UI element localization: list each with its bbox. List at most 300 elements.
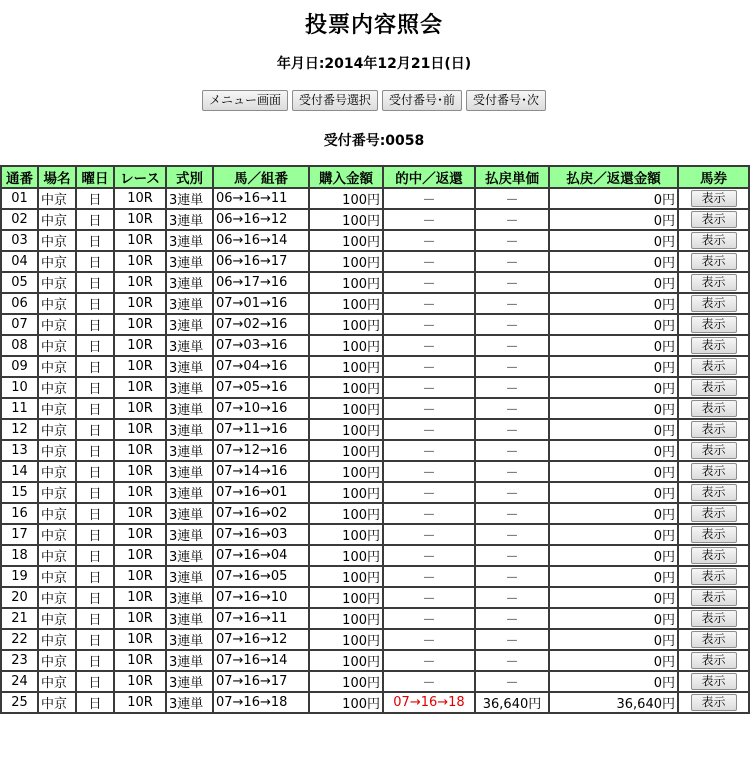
cell-combination: 07→04→16	[213, 356, 309, 377]
cell-purchase-amount: 100円	[309, 482, 383, 503]
cell-bet-type: 3連単	[166, 419, 213, 440]
cell-serial: 02	[1, 209, 38, 230]
table-row	[1, 230, 749, 251]
cell-payout-unit: －	[475, 629, 549, 650]
cell-payout-amount: 0円	[549, 461, 678, 482]
show-ticket-button[interactable]: 表示	[691, 316, 737, 333]
cell-payout-amount: 0円	[549, 377, 678, 398]
show-ticket-button[interactable]: 表示	[691, 400, 737, 417]
header-ticket: 馬券	[678, 166, 749, 188]
cell-purchase-amount: 100円	[309, 398, 383, 419]
table-row	[1, 293, 749, 314]
table-row	[1, 335, 749, 356]
cell-weekday: 日	[76, 188, 114, 209]
table-row	[1, 524, 749, 545]
cell-hit-refund: －	[383, 629, 475, 650]
show-ticket-button[interactable]: 表示	[691, 610, 737, 627]
cell-combination: 07→16→01	[213, 482, 309, 503]
cell-race: 10R	[114, 335, 166, 356]
show-ticket-button[interactable]: 表示	[691, 337, 737, 354]
cell-combination: 07→02→16	[213, 314, 309, 335]
cell-bet-type: 3連単	[166, 272, 213, 293]
cell-race: 10R	[114, 692, 166, 713]
cell-hit-refund: －	[383, 671, 475, 692]
show-ticket-button[interactable]: 表示	[691, 568, 737, 585]
ticket-table	[0, 165, 750, 714]
cell-payout-amount: 0円	[549, 503, 678, 524]
header-payout-amount: 払戻／返還金額	[549, 166, 678, 188]
cell-serial: 25	[1, 692, 38, 713]
cell-purchase-amount: 100円	[309, 377, 383, 398]
cell-venue: 中京	[38, 629, 76, 650]
header-payout-unit: 払戻単価	[475, 166, 549, 188]
cell-payout-amount: 0円	[549, 209, 678, 230]
cell-combination: 07→16→18	[213, 692, 309, 713]
cell-purchase-amount: 100円	[309, 419, 383, 440]
table-row	[1, 440, 749, 461]
cell-combination: 07→16→17	[213, 671, 309, 692]
cell-weekday: 日	[76, 524, 114, 545]
cell-purchase-amount: 100円	[309, 356, 383, 377]
show-ticket-button[interactable]: 表示	[691, 295, 737, 312]
header-combination: 馬／組番	[213, 166, 309, 188]
show-ticket-button[interactable]: 表示	[691, 442, 737, 459]
table-row	[1, 356, 749, 377]
cell-weekday: 日	[76, 314, 114, 335]
cell-ticket	[678, 545, 749, 566]
cell-payout-amount: 0円	[549, 671, 678, 692]
cell-purchase-amount: 100円	[309, 440, 383, 461]
cell-payout-unit: －	[475, 608, 549, 629]
cell-purchase-amount: 100円	[309, 272, 383, 293]
cell-ticket	[678, 671, 749, 692]
cell-ticket	[678, 419, 749, 440]
cell-hit-refund: －	[383, 587, 475, 608]
table-row	[1, 461, 749, 482]
cell-combination: 06→17→16	[213, 272, 309, 293]
cell-ticket	[678, 566, 749, 587]
cell-race: 10R	[114, 440, 166, 461]
cell-purchase-amount: 100円	[309, 461, 383, 482]
table-row	[1, 398, 749, 419]
cell-payout-unit: －	[475, 272, 549, 293]
cell-serial: 09	[1, 356, 38, 377]
table-row	[1, 209, 749, 230]
cell-payout-amount: 36,640円	[549, 692, 678, 713]
show-ticket-button[interactable]: 表示	[691, 631, 737, 648]
table-row	[1, 419, 749, 440]
cell-ticket	[678, 398, 749, 419]
cell-weekday: 日	[76, 671, 114, 692]
cell-bet-type: 3連単	[166, 566, 213, 587]
cell-bet-type: 3連単	[166, 230, 213, 251]
cell-race: 10R	[114, 209, 166, 230]
cell-payout-amount: 0円	[549, 419, 678, 440]
table-row	[1, 251, 749, 272]
cell-weekday: 日	[76, 251, 114, 272]
cell-hit-refund: －	[383, 335, 475, 356]
header-weekday: 曜日	[76, 166, 114, 188]
cell-combination: 07→16→12	[213, 629, 309, 650]
cell-hit-refund: －	[383, 503, 475, 524]
receipt-prev-button[interactable]: 受付番号･前	[382, 90, 462, 111]
cell-bet-type: 3連単	[166, 335, 213, 356]
table-row	[1, 587, 749, 608]
cell-ticket	[678, 188, 749, 209]
cell-bet-type: 3連単	[166, 587, 213, 608]
cell-weekday: 日	[76, 377, 114, 398]
cell-venue: 中京	[38, 440, 76, 461]
show-ticket-button[interactable]: 表示	[691, 484, 737, 501]
cell-serial: 22	[1, 629, 38, 650]
date-line: 年月日:2014年12月21日(日)	[276, 56, 472, 72]
cell-race: 10R	[114, 461, 166, 482]
cell-ticket	[678, 608, 749, 629]
cell-combination: 07→11→16	[213, 419, 309, 440]
cell-payout-unit: －	[475, 293, 549, 314]
show-ticket-button[interactable]: 表示	[691, 652, 737, 669]
cell-purchase-amount: 100円	[309, 629, 383, 650]
cell-ticket	[678, 503, 749, 524]
table-row	[1, 503, 749, 524]
cell-race: 10R	[114, 545, 166, 566]
cell-purchase-amount: 100円	[309, 503, 383, 524]
show-ticket-button[interactable]: 表示	[691, 421, 737, 438]
cell-weekday: 日	[76, 230, 114, 251]
cell-venue: 中京	[38, 251, 76, 272]
table-header-row	[1, 166, 749, 188]
header-purchase-amount: 購入金額	[309, 166, 383, 188]
show-ticket-button[interactable]: 表示	[691, 379, 737, 396]
cell-payout-unit: －	[475, 524, 549, 545]
cell-payout-unit: －	[475, 230, 549, 251]
cell-race: 10R	[114, 650, 166, 671]
table-row	[1, 272, 749, 293]
cell-payout-unit: －	[475, 209, 549, 230]
show-ticket-button[interactable]: 表示	[691, 694, 737, 711]
cell-combination: 07→14→16	[213, 461, 309, 482]
cell-bet-type: 3連単	[166, 251, 213, 272]
show-ticket-button[interactable]: 表示	[691, 673, 737, 690]
cell-hit-refund: －	[383, 209, 475, 230]
show-ticket-button[interactable]: 表示	[691, 589, 737, 606]
menu-screen-button[interactable]: メニュー画面	[202, 90, 288, 111]
cell-serial: 21	[1, 608, 38, 629]
cell-race: 10R	[114, 587, 166, 608]
cell-combination: 07→12→16	[213, 440, 309, 461]
cell-race: 10R	[114, 293, 166, 314]
cell-race: 10R	[114, 671, 166, 692]
cell-payout-amount: 0円	[549, 524, 678, 545]
cell-bet-type: 3連単	[166, 356, 213, 377]
cell-combination: 07→03→16	[213, 335, 309, 356]
cell-hit-refund: －	[383, 419, 475, 440]
cell-hit-refund: －	[383, 251, 475, 272]
cell-serial: 16	[1, 503, 38, 524]
cell-serial: 01	[1, 188, 38, 209]
cell-bet-type: 3連単	[166, 692, 213, 713]
cell-payout-unit: －	[475, 356, 549, 377]
cell-purchase-amount: 100円	[309, 587, 383, 608]
table-row	[1, 629, 749, 650]
cell-serial: 11	[1, 398, 38, 419]
cell-venue: 中京	[38, 650, 76, 671]
cell-weekday: 日	[76, 272, 114, 293]
cell-venue: 中京	[38, 314, 76, 335]
cell-venue: 中京	[38, 608, 76, 629]
cell-serial: 24	[1, 671, 38, 692]
header-venue: 場名	[38, 166, 76, 188]
cell-purchase-amount: 100円	[309, 314, 383, 335]
cell-payout-amount: 0円	[549, 272, 678, 293]
cell-hit-refund: －	[383, 650, 475, 671]
show-ticket-button[interactable]: 表示	[691, 211, 737, 228]
cell-ticket	[678, 461, 749, 482]
cell-payout-unit: －	[475, 503, 549, 524]
cell-serial: 15	[1, 482, 38, 503]
cell-bet-type: 3連単	[166, 545, 213, 566]
cell-race: 10R	[114, 251, 166, 272]
cell-hit-refund: －	[383, 272, 475, 293]
cell-hit-refund: －	[383, 566, 475, 587]
cell-payout-amount: 0円	[549, 650, 678, 671]
cell-payout-amount: 0円	[549, 608, 678, 629]
cell-serial: 13	[1, 440, 38, 461]
show-ticket-button[interactable]: 表示	[691, 547, 737, 564]
table-row	[1, 188, 749, 209]
cell-purchase-amount: 100円	[309, 566, 383, 587]
cell-venue: 中京	[38, 230, 76, 251]
cell-combination: 07→16→02	[213, 503, 309, 524]
show-ticket-button[interactable]: 表示	[691, 274, 737, 291]
cell-weekday: 日	[76, 356, 114, 377]
cell-hit-refund: －	[383, 440, 475, 461]
cell-ticket	[678, 230, 749, 251]
header-hit-refund: 的中／返還	[383, 166, 475, 188]
cell-payout-unit: －	[475, 188, 549, 209]
cell-payout-amount: 0円	[549, 230, 678, 251]
cell-purchase-amount: 100円	[309, 671, 383, 692]
cell-combination: 07→05→16	[213, 377, 309, 398]
cell-ticket	[678, 272, 749, 293]
cell-ticket	[678, 587, 749, 608]
cell-purchase-amount: 100円	[309, 692, 383, 713]
cell-venue: 中京	[38, 692, 76, 713]
cell-weekday: 日	[76, 650, 114, 671]
cell-combination: 07→01→16	[213, 293, 309, 314]
cell-combination: 07→16→04	[213, 545, 309, 566]
cell-purchase-amount: 100円	[309, 524, 383, 545]
cell-venue: 中京	[38, 272, 76, 293]
table-row	[1, 377, 749, 398]
cell-purchase-amount: 100円	[309, 251, 383, 272]
cell-payout-unit: －	[475, 251, 549, 272]
cell-venue: 中京	[38, 335, 76, 356]
cell-payout-amount: 0円	[549, 398, 678, 419]
cell-venue: 中京	[38, 545, 76, 566]
table-row	[1, 671, 749, 692]
page-title: 投票内容照会	[304, 13, 443, 38]
cell-weekday: 日	[76, 608, 114, 629]
cell-payout-unit: －	[475, 377, 549, 398]
cell-bet-type: 3連単	[166, 314, 213, 335]
cell-combination: 07→16→05	[213, 566, 309, 587]
cell-payout-amount: 0円	[549, 188, 678, 209]
cell-weekday: 日	[76, 440, 114, 461]
cell-race: 10R	[114, 503, 166, 524]
cell-race: 10R	[114, 230, 166, 251]
table-row	[1, 314, 749, 335]
header-serial: 通番	[1, 166, 38, 188]
cell-payout-amount: 0円	[549, 251, 678, 272]
cell-race: 10R	[114, 356, 166, 377]
cell-payout-unit: －	[475, 335, 549, 356]
cell-serial: 19	[1, 566, 38, 587]
cell-venue: 中京	[38, 461, 76, 482]
cell-combination: 06→16→11	[213, 188, 309, 209]
cell-hit-refund: －	[383, 230, 475, 251]
cell-ticket	[678, 293, 749, 314]
cell-bet-type: 3連単	[166, 293, 213, 314]
cell-weekday: 日	[76, 545, 114, 566]
cell-payout-amount: 0円	[549, 314, 678, 335]
cell-venue: 中京	[38, 188, 76, 209]
table-row	[1, 482, 749, 503]
show-ticket-button[interactable]: 表示	[691, 526, 737, 543]
cell-race: 10R	[114, 377, 166, 398]
cell-bet-type: 3連単	[166, 209, 213, 230]
cell-hit-refund: －	[383, 314, 475, 335]
cell-serial: 10	[1, 377, 38, 398]
cell-purchase-amount: 100円	[309, 335, 383, 356]
cell-hit-refund: －	[383, 377, 475, 398]
cell-weekday: 日	[76, 461, 114, 482]
cell-hit-refund: －	[383, 188, 475, 209]
cell-payout-unit: －	[475, 398, 549, 419]
cell-ticket	[678, 377, 749, 398]
cell-ticket	[678, 356, 749, 377]
cell-weekday: 日	[76, 503, 114, 524]
cell-payout-unit: －	[475, 419, 549, 440]
cell-venue: 中京	[38, 566, 76, 587]
cell-bet-type: 3連単	[166, 482, 213, 503]
cell-bet-type: 3連単	[166, 503, 213, 524]
cell-ticket	[678, 482, 749, 503]
cell-venue: 中京	[38, 671, 76, 692]
cell-combination: 06→16→14	[213, 230, 309, 251]
cell-ticket	[678, 650, 749, 671]
cell-payout-amount: 0円	[549, 356, 678, 377]
cell-serial: 03	[1, 230, 38, 251]
cell-race: 10R	[114, 482, 166, 503]
cell-combination: 06→16→12	[213, 209, 309, 230]
show-ticket-button[interactable]: 表示	[691, 190, 737, 207]
cell-venue: 中京	[38, 377, 76, 398]
cell-purchase-amount: 100円	[309, 608, 383, 629]
cell-venue: 中京	[38, 356, 76, 377]
cell-race: 10R	[114, 314, 166, 335]
table-row	[1, 545, 749, 566]
cell-weekday: 日	[76, 482, 114, 503]
cell-venue: 中京	[38, 398, 76, 419]
cell-combination: 07→16→03	[213, 524, 309, 545]
cell-payout-amount: 0円	[549, 587, 678, 608]
cell-venue: 中京	[38, 482, 76, 503]
receipt-select-button[interactable]: 受付番号選択	[292, 90, 378, 111]
cell-weekday: 日	[76, 566, 114, 587]
cell-hit-refund: －	[383, 524, 475, 545]
cell-payout-amount: 0円	[549, 545, 678, 566]
cell-venue: 中京	[38, 524, 76, 545]
cell-weekday: 日	[76, 398, 114, 419]
nav-buttons	[0, 90, 748, 111]
cell-serial: 14	[1, 461, 38, 482]
receipt-next-button[interactable]: 受付番号･次	[466, 90, 546, 111]
cell-ticket	[678, 314, 749, 335]
show-ticket-button[interactable]: 表示	[691, 463, 737, 480]
cell-bet-type: 3連単	[166, 608, 213, 629]
cell-bet-type: 3連単	[166, 440, 213, 461]
cell-purchase-amount: 100円	[309, 293, 383, 314]
cell-race: 10R	[114, 398, 166, 419]
cell-payout-amount: 0円	[549, 335, 678, 356]
cell-weekday: 日	[76, 335, 114, 356]
cell-payout-unit: 36,640円	[475, 692, 549, 713]
header-race: レース	[114, 166, 166, 188]
cell-serial: 04	[1, 251, 38, 272]
cell-hit-refund: －	[383, 356, 475, 377]
cell-weekday: 日	[76, 209, 114, 230]
cell-weekday: 日	[76, 629, 114, 650]
show-ticket-button[interactable]: 表示	[691, 232, 737, 249]
cell-race: 10R	[114, 524, 166, 545]
cell-hit-refund: －	[383, 398, 475, 419]
table-row	[1, 692, 749, 713]
cell-ticket	[678, 251, 749, 272]
cell-payout-amount: 0円	[549, 482, 678, 503]
cell-serial: 23	[1, 650, 38, 671]
cell-venue: 中京	[38, 293, 76, 314]
cell-venue: 中京	[38, 587, 76, 608]
cell-purchase-amount: 100円	[309, 230, 383, 251]
show-ticket-button[interactable]: 表示	[691, 358, 737, 375]
cell-hit-refund: －	[383, 608, 475, 629]
cell-hit-refund: －	[383, 482, 475, 503]
cell-bet-type: 3連単	[166, 461, 213, 482]
cell-venue: 中京	[38, 503, 76, 524]
cell-venue: 中京	[38, 209, 76, 230]
cell-venue: 中京	[38, 419, 76, 440]
cell-payout-unit: －	[475, 587, 549, 608]
cell-weekday: 日	[76, 587, 114, 608]
cell-weekday: 日	[76, 692, 114, 713]
cell-bet-type: 3連単	[166, 671, 213, 692]
cell-serial: 06	[1, 293, 38, 314]
table-row	[1, 608, 749, 629]
cell-ticket	[678, 629, 749, 650]
cell-serial: 20	[1, 587, 38, 608]
cell-payout-amount: 0円	[549, 293, 678, 314]
cell-bet-type: 3連単	[166, 398, 213, 419]
cell-combination: 07→16→14	[213, 650, 309, 671]
cell-race: 10R	[114, 188, 166, 209]
cell-hit-refund: －	[383, 461, 475, 482]
cell-combination: 07→16→10	[213, 587, 309, 608]
cell-ticket	[678, 692, 749, 713]
table-row	[1, 650, 749, 671]
show-ticket-button[interactable]: 表示	[691, 505, 737, 522]
show-ticket-button[interactable]: 表示	[691, 253, 737, 270]
